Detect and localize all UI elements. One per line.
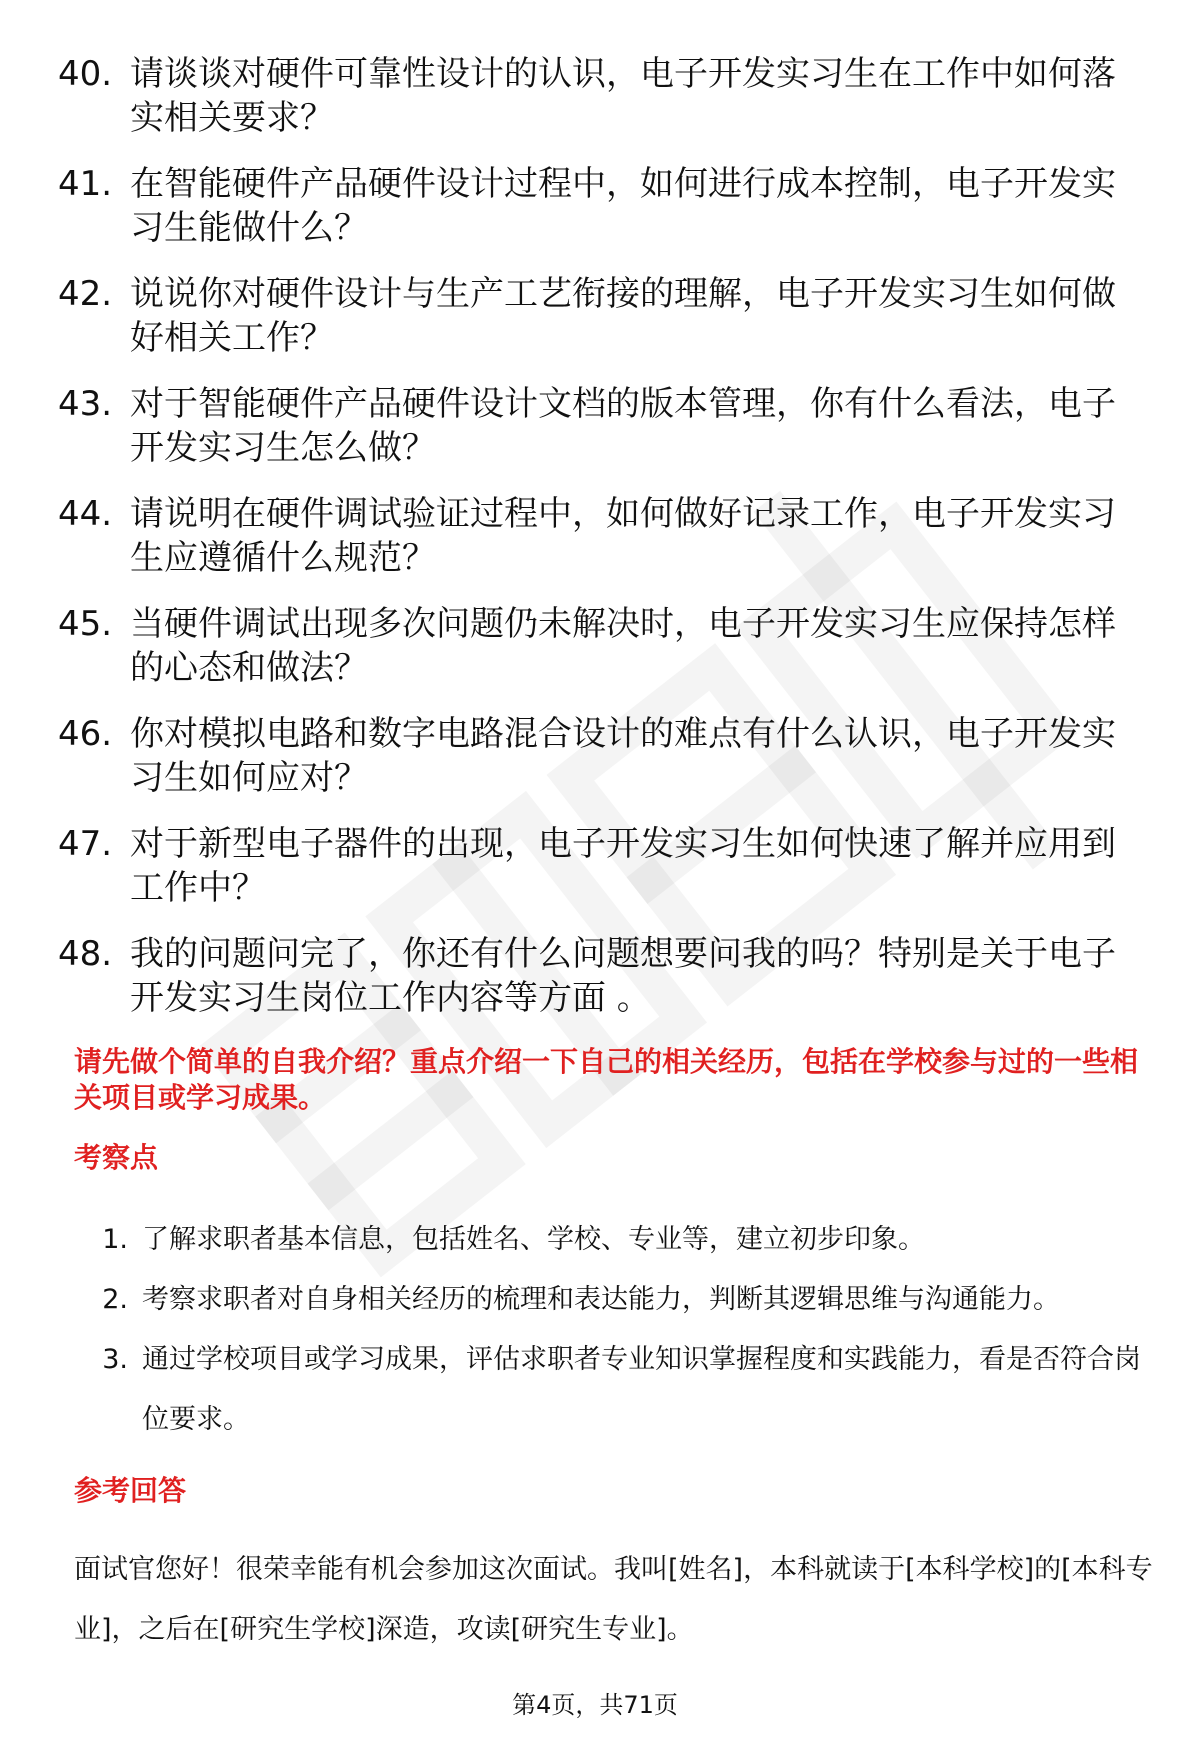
page-footer: 第4页，共71页 [512, 1691, 678, 1719]
question-list [58, 52, 1158, 1042]
question-item [58, 382, 1158, 470]
point-number: 2. [102, 1284, 128, 1315]
assessment-heading: 考察点 [74, 1141, 159, 1174]
list-item [80, 1270, 1160, 1330]
question-item [58, 602, 1158, 690]
question-number: 44. [58, 494, 113, 534]
question-item [58, 932, 1158, 1020]
question-number: 41. [58, 164, 113, 204]
question-text: 你对模拟电路和数字电路混合设计的难点有什么认识，电子开发实习生如何应对？ [130, 714, 1116, 798]
list-item [80, 1210, 1160, 1270]
question-number: 40. [58, 54, 113, 94]
list-item [80, 1330, 1160, 1450]
question-number: 42. [58, 274, 113, 314]
question-text: 在智能硬件产品硬件设计过程中，如何进行成本控制，电子开发实习生能做什么？ [130, 164, 1116, 248]
question-item [58, 52, 1158, 140]
question-number: 43. [58, 384, 113, 424]
point-number: 3. [102, 1344, 128, 1375]
question-item [58, 272, 1158, 360]
reference-answer: 面试官您好！很荣幸能有机会参加这次面试。我叫[姓名]，本科就读于[本科学校]的[本科专业]，之后在[研究生学校]深造，攻读[研究生专业]。 [74, 1554, 1153, 1645]
question-item [58, 162, 1158, 250]
question-number: 45. [58, 604, 113, 644]
question-text: 请说明在硬件调试验证过程中，如何做好记录工作，电子开发实习生应遵循什么规范？ [130, 494, 1116, 578]
question-item [58, 712, 1158, 800]
point-text: 通过学校项目或学习成果，评估求职者专业知识掌握程度和实践能力，看是否符合岗位要求。 [142, 1344, 1141, 1435]
question-text: 说说你对硬件设计与生产工艺衔接的理解，电子开发实习生如何做好相关工作？ [130, 274, 1116, 358]
point-number: 1. [102, 1224, 128, 1255]
question-text: 当硬件调试出现多次问题仍未解决时，电子开发实习生应保持怎样的心态和做法？ [130, 604, 1116, 688]
reference-heading: 参考回答 [74, 1474, 187, 1507]
question-text: 我的问题问完了，你还有什么问题想要问我的吗？特别是关于电子开发实习生岗位工作内容等方面 。 [130, 934, 1116, 1018]
point-text: 考察求职者对自身相关经历的梳理和表达能力，判断其逻辑思维与沟通能力。 [142, 1284, 1060, 1315]
question-number: 47. [58, 824, 113, 864]
featured-question: 请先做个简单的自我介绍？重点介绍一下自己的相关经历，包括在学校参与过的一些相关项目或学习成果。 [74, 1045, 1139, 1114]
question-number: 48. [58, 934, 113, 974]
assessment-points [80, 1210, 1160, 1450]
question-text: 请谈谈对硬件可靠性设计的认识，电子开发实习生在工作中如何落实相关要求？ [130, 54, 1116, 138]
question-item [58, 822, 1158, 910]
question-text: 对于智能硬件产品硬件设计文档的版本管理，你有什么看法，电子开发实习生怎么做？ [130, 384, 1116, 468]
question-item [58, 492, 1158, 580]
question-number: 46. [58, 714, 113, 754]
question-text: 对于新型电子器件的出现，电子开发实习生如何快速了解并应用到工作中？ [130, 824, 1116, 908]
point-text: 了解求职者基本信息，包括姓名、学校、专业等，建立初步印象。 [142, 1224, 925, 1255]
